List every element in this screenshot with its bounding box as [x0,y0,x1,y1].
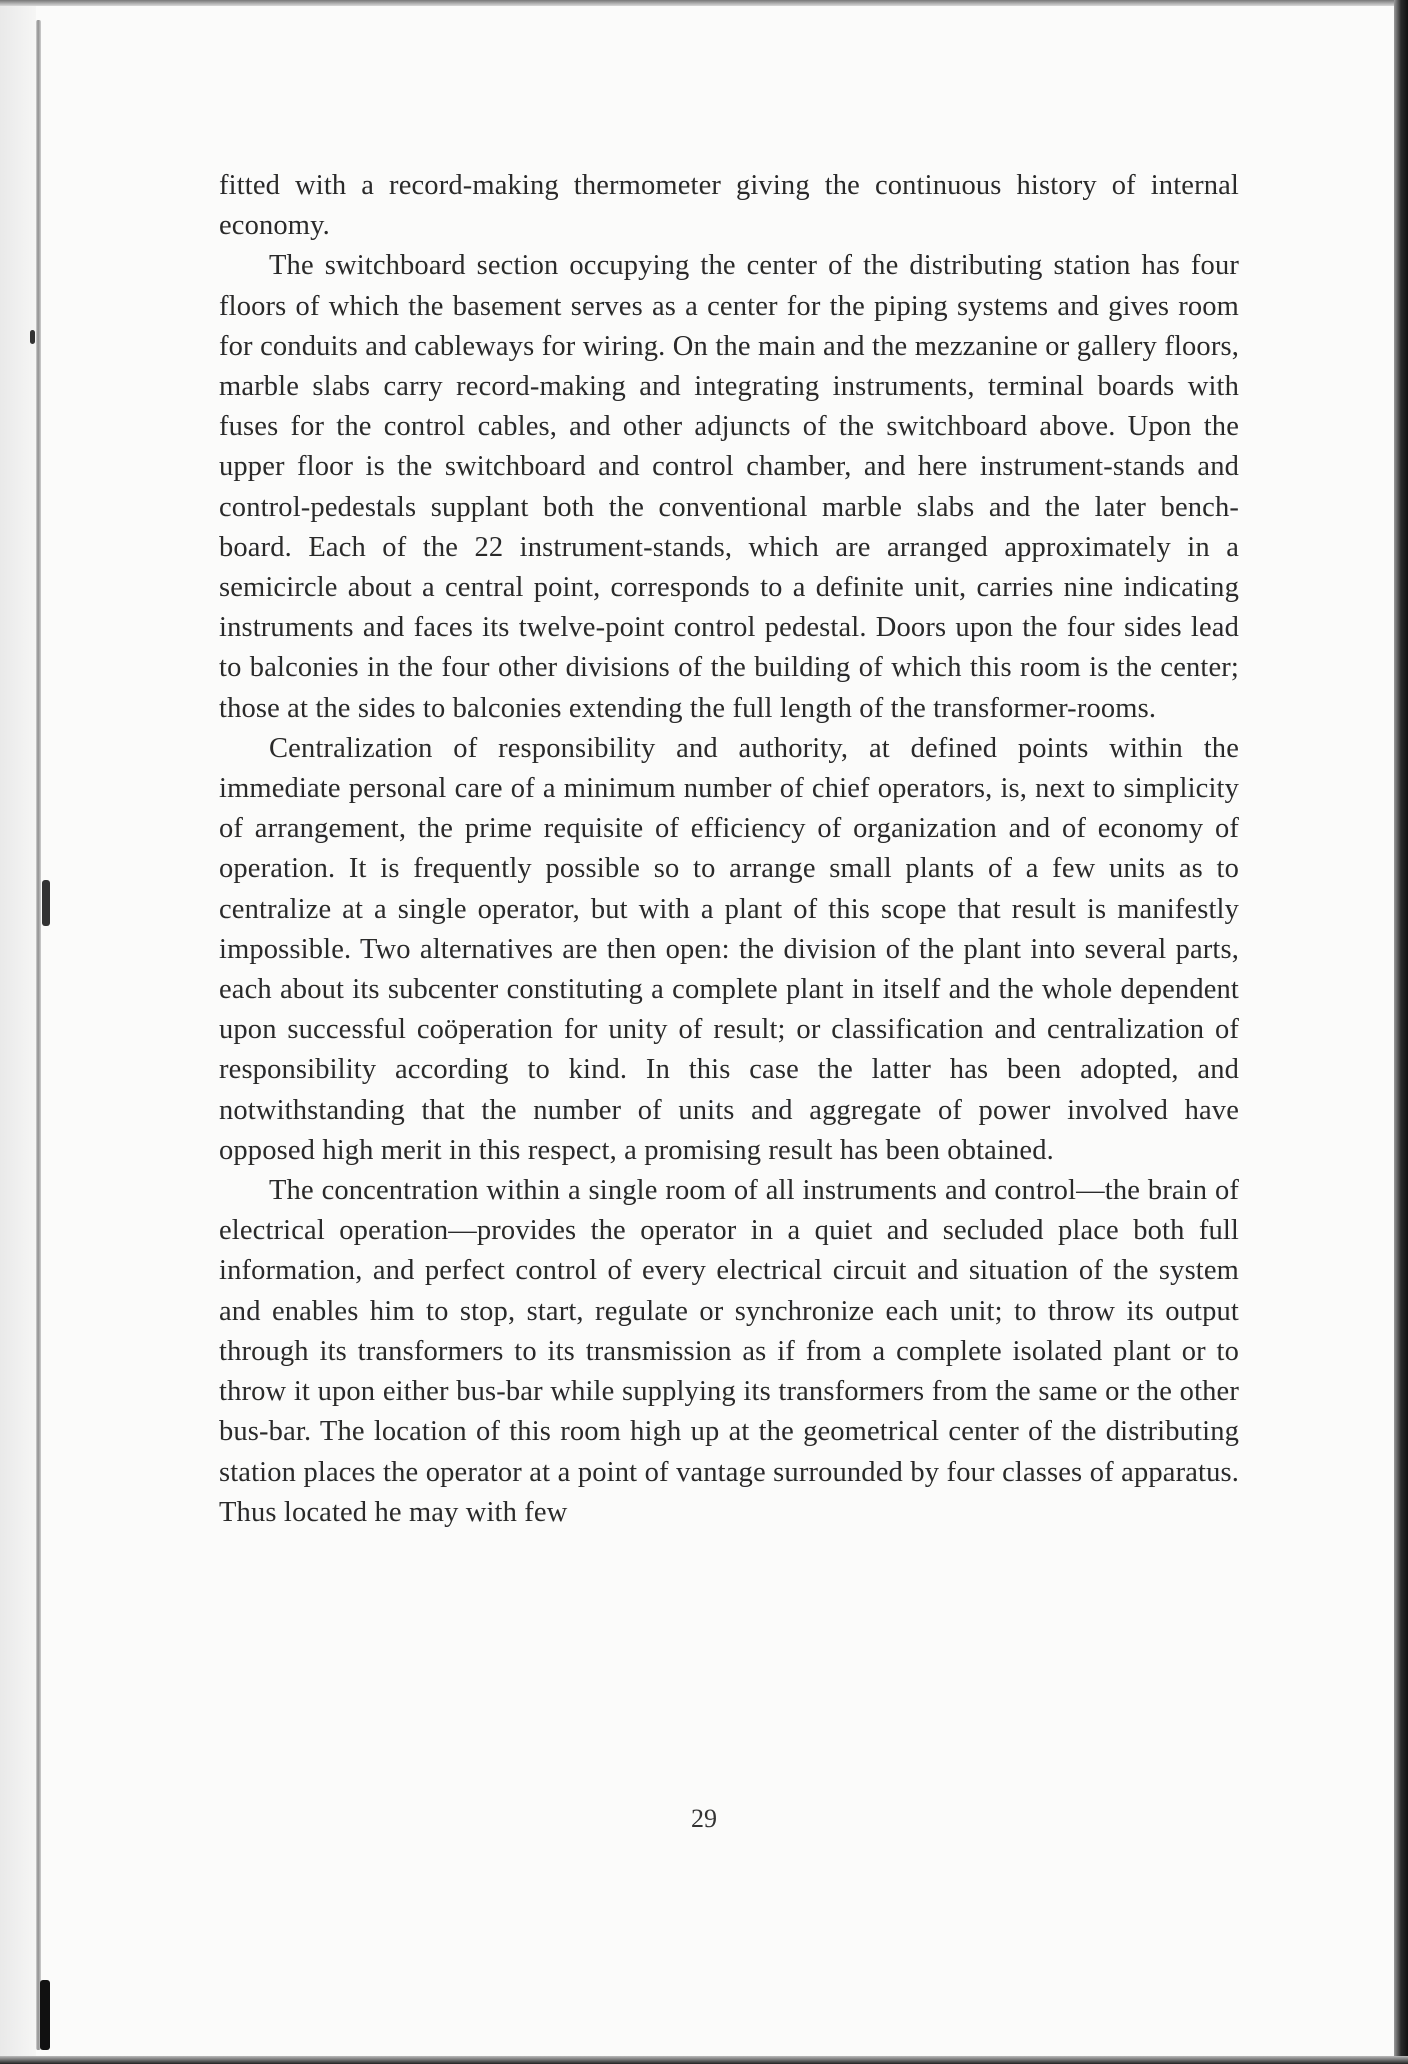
binding-mark [42,880,50,926]
page-number: 29 [691,1804,717,1833]
scan-edge-right [1394,0,1408,2064]
scan-edge-top [0,0,1408,6]
binding-gutter [36,20,41,2050]
body-text [219,166,1239,1533]
paragraph: Centralization of responsibility and authority, at defined points within the immediate personal care of a minimum number of chief operators, is, next to simplicity of arrangement, the prime requisite of efficiency of organization and of economy of operation. It is frequently possible so to arrange small plants of a few units as to centralize at a single operator, but with a plant of this scope that result is manifestly impossible. Two alternatives are then open: the division of the plant into several parts, each about its subcenter constituting a complete plant in itself and the whole dependent upon successful coöperation for unity of result; or classification and centralization of responsibility according to kind. In this case the latter has been adopted, and notwithstanding that the number of units and aggregate of power involved have opposed high merit in this respect, a promising result has been obtained. [219,732,1239,1166]
binding-mark [30,330,35,344]
paragraph: The switchboard section occupying the center of the distributing station has four floors of which the basement serves as a center for the piping systems and gives room for conduits and cableways for wiring. On the main and the mezzanine or gallery floors, marble slabs carry record-making and integrating instruments, terminal boards with fuses for the control cables, and other adjuncts of the switchboard above. Upon the upper floor is the switchboard and control chamber, and here instrument-stands and control-pedestals supplant both the conventional marble slabs and the later bench-board. Each of the 22 instrument-stands, which are arranged approximately in a semicircle about a central point, corresponds to a definite unit, carries nine indicating instruments and faces its twelve-point control pedestal. Doors upon the four sides lead to balconies in the four other divisions of the building of which this room is the center; those at the sides to balconies extending the full length of the transformer-rooms. [219,250,1239,724]
binding-shadow [0,0,36,2064]
scan-edge-bottom [0,2056,1408,2064]
paragraph: The concentration within a single room of all instruments and control—the brain of electrical operation—provides the operator in a quiet and secluded place both full information, and perfect control of every electrical circuit and situation of the system and enables him to stop, start, regulate or synchronize each unit; to throw its output through its transformers to its transmission as if from a complete isolated plant or to throw it upon either bus-bar while supplying its transformers from the same or the other bus-bar. The location of this room high up at the geometrical center of the distributing station places the operator at a point of vantage surrounded by four classes of apparatus. Thus located he may with few [219,1175,1239,1528]
paragraph: fitted with a record-making thermometer giving the continuous history of internal economy. [219,170,1239,242]
binding-mark [40,1980,50,2050]
